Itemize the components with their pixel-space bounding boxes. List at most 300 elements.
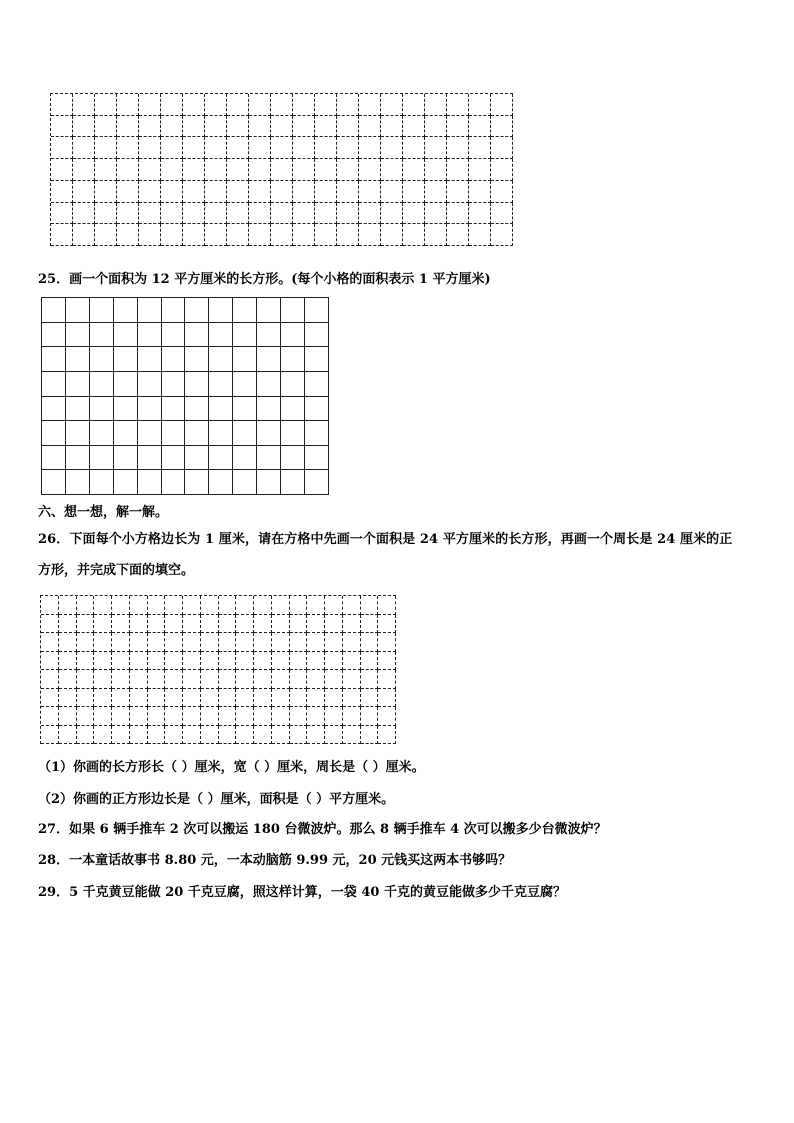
grid-cell [114,421,138,446]
grid-cell [325,726,343,745]
grid-cell [139,203,161,225]
grid-cell [337,224,359,246]
grid-cell [205,159,227,181]
grid-cell [112,707,130,726]
grid-cell [95,94,117,116]
grid-cell [138,470,162,495]
grid-cell [359,181,381,203]
grid-cell [315,94,337,116]
grid-cell [77,689,95,708]
grid-cell [205,224,227,246]
grid-cell [447,116,469,138]
grid-cell [249,94,271,116]
grid-cell [257,323,281,348]
grid-cell [307,689,325,708]
grid-cell [315,159,337,181]
grid-cell [130,615,148,634]
grid-cell [403,116,425,138]
grid-cell [315,116,337,138]
grid-cell [447,203,469,225]
grid-cell [209,446,233,471]
grid-cell [130,707,148,726]
grid-cell [183,615,201,634]
grid-cell [77,615,95,634]
grid-cell [305,470,329,495]
section-6-heading: 六、想一想，解一解。 [38,505,169,520]
grid-cell [236,707,254,726]
grid-cell [59,670,77,689]
grid-cell [469,159,491,181]
grid-cell [59,689,77,708]
grid-cell [161,159,183,181]
grid-cell [233,372,257,397]
grid-cell [77,670,95,689]
grid-cell [201,726,219,745]
grid-cell [343,615,361,634]
grid-cell [183,652,201,671]
grid-cell [290,596,308,615]
grid-cell [290,652,308,671]
grid-cell [281,323,305,348]
grid-cell [236,652,254,671]
grid-cell [183,94,205,116]
grid-cell [77,707,95,726]
grid-cell [112,596,130,615]
question-26-line1: 26．下面每个小方格边长为 1 厘米，请在方格中先画一个面积是 24 平方厘米的长方形，再画一个周长是 24 厘米的正 [38,532,733,547]
grid-cell [185,323,209,348]
grid-cell [447,181,469,203]
grid-cell [161,94,183,116]
question-26-sub2: （2）你画的正方形边长是（ ）厘米，面积是（ ）平方厘米。 [38,792,395,807]
grid-cell [95,137,117,159]
grid-cell [209,421,233,446]
question-25: 25．画一个面积为 12 平方厘米的长方形。(每个小格的面积表示 1 平方厘米) [38,272,491,287]
grid-cell [236,726,254,745]
grid-cell [73,159,95,181]
grid-cell [185,347,209,372]
question-28: 28．一本童话故事书 8.80 元，一本动脑筋 9.99 元，20 元钱买这两本书够吗？ [38,853,512,868]
grid-cell [236,670,254,689]
grid-cell [112,652,130,671]
grid-cell [117,203,139,225]
grid-cell [257,298,281,323]
grid-cell [307,670,325,689]
grid-cell [148,633,166,652]
grid-cell [73,94,95,116]
grid-cell [293,94,315,116]
grid-cell [114,470,138,495]
grid-cell [378,633,396,652]
grid-cell [447,94,469,116]
grid-cell [148,652,166,671]
grid-cell [51,181,73,203]
grid-cell [138,298,162,323]
grid-cell [162,372,186,397]
grid-cell [343,726,361,745]
grid-cell [41,689,59,708]
grid-cell [249,203,271,225]
grid-cell [325,707,343,726]
grid-cell [209,347,233,372]
grid-cell [162,347,186,372]
grid-cell [290,670,308,689]
grid-cell [138,347,162,372]
grid-cell [51,224,73,246]
grid-cell [94,633,112,652]
grid-cell [227,116,249,138]
grid-cell [205,137,227,159]
grid-cell [66,323,90,348]
grid-cell [148,670,166,689]
grid-cell [148,615,166,634]
grid-cell [219,726,237,745]
grid-cell [139,116,161,138]
grid-cell [272,689,290,708]
grid-cell [293,159,315,181]
grid-cell [165,689,183,708]
grid-cell [94,707,112,726]
grid-cell [381,224,403,246]
grid-cell [41,670,59,689]
grid-cell [293,224,315,246]
grid-cell [42,470,66,495]
grid-cell [315,137,337,159]
grid-cell [403,137,425,159]
grid-cell [257,421,281,446]
grid-cell [361,670,379,689]
grid-cell [162,446,186,471]
grid-cell [161,116,183,138]
grid-cell [183,633,201,652]
grid-cell [42,298,66,323]
grid-cell [403,159,425,181]
grid-cell [381,181,403,203]
grid-cell [293,116,315,138]
grid-cell [359,94,381,116]
grid-cell [271,137,293,159]
grid-cell [183,116,205,138]
grid-cell [307,596,325,615]
grid-cell [162,323,186,348]
question-26-sub1: （1）你画的长方形长（ ）厘米，宽（ ）厘米，周长是（ ）厘米。 [38,760,425,775]
grid-cell [183,181,205,203]
grid-cell [112,633,130,652]
grid-cell [236,615,254,634]
grid-cell [165,670,183,689]
grid-cell [227,181,249,203]
grid-cell [148,726,166,745]
grid-cell [293,203,315,225]
grid-cell [425,116,447,138]
grid-cell [257,397,281,422]
grid-cell [41,596,59,615]
grid-cell [491,137,513,159]
grid-cell [66,470,90,495]
grid-cell [205,203,227,225]
grid-cell [233,323,257,348]
grid-cell [361,689,379,708]
grid-cell [201,652,219,671]
grid-cell [205,116,227,138]
grid-cell [77,596,95,615]
grid-cell [249,116,271,138]
grid-cell [201,707,219,726]
grid-cell [219,707,237,726]
grid-cell [130,726,148,745]
grid-cell [117,159,139,181]
grid-cell [130,689,148,708]
grid-cell [447,159,469,181]
grid-cell [165,707,183,726]
grid-cell [51,203,73,225]
grid-cell [305,446,329,471]
grid-cell [272,670,290,689]
grid-cell [305,323,329,348]
grid-cell [117,137,139,159]
grid-cell [73,203,95,225]
grid-cell [114,372,138,397]
grid-cell [161,181,183,203]
grid-cell [112,670,130,689]
grid-cell [161,224,183,246]
grid-cell [94,670,112,689]
grid-cell [307,633,325,652]
grid-cell [290,707,308,726]
grid-cell [272,615,290,634]
grid-cell [162,298,186,323]
grid-cell [233,298,257,323]
grid-cell [42,397,66,422]
grid-cell [94,596,112,615]
grid-cell [491,116,513,138]
grid-cell [469,94,491,116]
grid-cell [359,116,381,138]
grid-cell [315,181,337,203]
grid-cell [343,670,361,689]
grid-cell [469,203,491,225]
grid-cell [73,116,95,138]
grid-cell [42,323,66,348]
grid-cell [425,159,447,181]
grid-cell [290,615,308,634]
grid-cell [90,372,114,397]
grid-cell [271,94,293,116]
grid-cell [361,633,379,652]
grid-cell [112,615,130,634]
grid-cell [343,633,361,652]
grid-cell [209,470,233,495]
grid-cell [95,224,117,246]
grid-cell [281,470,305,495]
grid-cell [183,670,201,689]
grid-cell [272,707,290,726]
grid-cell [378,652,396,671]
grid-cell [469,181,491,203]
grid-cell [254,652,272,671]
grid-cell [66,397,90,422]
grid-cell [378,726,396,745]
grid-cell [209,372,233,397]
grid-cell [249,224,271,246]
grid-cell [325,596,343,615]
grid-cell [307,707,325,726]
grid-cell [73,224,95,246]
grid-cell [271,159,293,181]
grid-cell [491,94,513,116]
grid-cell [185,470,209,495]
grid-cell [162,470,186,495]
grid-cell [227,224,249,246]
grid-cell [281,397,305,422]
grid-cell [90,421,114,446]
grid-cell [290,689,308,708]
grid-cell [305,347,329,372]
grid-cell [272,652,290,671]
grid-cell [66,446,90,471]
grid-cell [201,689,219,708]
grid-cell [381,116,403,138]
grid-cell [236,596,254,615]
grid-cell [378,615,396,634]
grid-cell [233,470,257,495]
grid-cell [117,224,139,246]
grid-cell [162,421,186,446]
grid-cell [165,652,183,671]
grid-cell [233,421,257,446]
grid-cell [59,615,77,634]
grid-cell [130,652,148,671]
grid-cell [209,298,233,323]
grid-cell [66,372,90,397]
grid-cell [90,298,114,323]
grid-cell [219,689,237,708]
grid-cell [236,633,254,652]
grid-cell [94,689,112,708]
grid-cell [112,689,130,708]
grid-cell [90,397,114,422]
grid-cell [183,596,201,615]
grid-cell [271,181,293,203]
grid-cell [161,203,183,225]
grid-cell [425,224,447,246]
grid-cell [59,596,77,615]
grid-cell [185,397,209,422]
grid-cell [469,224,491,246]
grid-cell [257,372,281,397]
grid-cell [425,137,447,159]
grid-cell [343,689,361,708]
grid-cell [51,116,73,138]
grid-cell [148,596,166,615]
grid-cell [201,615,219,634]
grid-cell [305,397,329,422]
grid-cell [315,203,337,225]
grid-cell [66,421,90,446]
grid-cell [249,181,271,203]
grid-cell [201,596,219,615]
grid-cell [425,181,447,203]
grid-cell [227,94,249,116]
grid-cell [219,596,237,615]
grid-cell [249,137,271,159]
grid-cell [254,689,272,708]
grid-cell [51,159,73,181]
grid-cell [162,397,186,422]
grid-cell [41,615,59,634]
grid-cell [257,347,281,372]
grid-cell [293,181,315,203]
grid-cell [165,726,183,745]
grid-cell [491,224,513,246]
grid-cell [378,670,396,689]
grid-cell [219,633,237,652]
dashed-grid-q26 [40,595,396,744]
grid-cell [51,94,73,116]
grid-cell [148,707,166,726]
grid-cell [254,596,272,615]
grid-cell [59,652,77,671]
grid-cell [90,347,114,372]
grid-cell [201,633,219,652]
grid-cell [343,707,361,726]
grid-cell [233,397,257,422]
grid-cell [337,116,359,138]
grid-cell [165,596,183,615]
grid-cell [325,689,343,708]
grid-cell [59,707,77,726]
grid-cell [185,372,209,397]
grid-cell [359,137,381,159]
grid-cell [307,726,325,745]
grid-cell [325,615,343,634]
grid-cell [139,224,161,246]
grid-cell [112,726,130,745]
grid-cell [272,726,290,745]
grid-cell [114,347,138,372]
grid-cell [41,707,59,726]
grid-cell [66,298,90,323]
grid-cell [469,137,491,159]
grid-cell [337,137,359,159]
question-27: 27．如果 6 辆手推车 2 次可以搬运 180 台微波炉。那么 8 辆手推车 4 次可以搬多少台微波炉？ [38,822,607,837]
grid-cell [281,347,305,372]
grid-cell [403,181,425,203]
grid-cell [272,596,290,615]
grid-cell [51,137,73,159]
grid-cell [233,347,257,372]
grid-cell [381,137,403,159]
grid-cell [183,137,205,159]
grid-cell [219,652,237,671]
grid-cell [73,137,95,159]
grid-cell [447,224,469,246]
grid-cell [139,181,161,203]
grid-cell [236,689,254,708]
grid-cell [90,446,114,471]
grid-cell [95,116,117,138]
grid-cell [281,446,305,471]
grid-cell [281,298,305,323]
grid-cell [138,421,162,446]
grid-cell [315,224,337,246]
grid-cell [403,224,425,246]
grid-cell [138,446,162,471]
grid-cell [77,633,95,652]
grid-cell [114,446,138,471]
grid-cell [185,298,209,323]
grid-cell [381,159,403,181]
grid-cell [361,615,379,634]
